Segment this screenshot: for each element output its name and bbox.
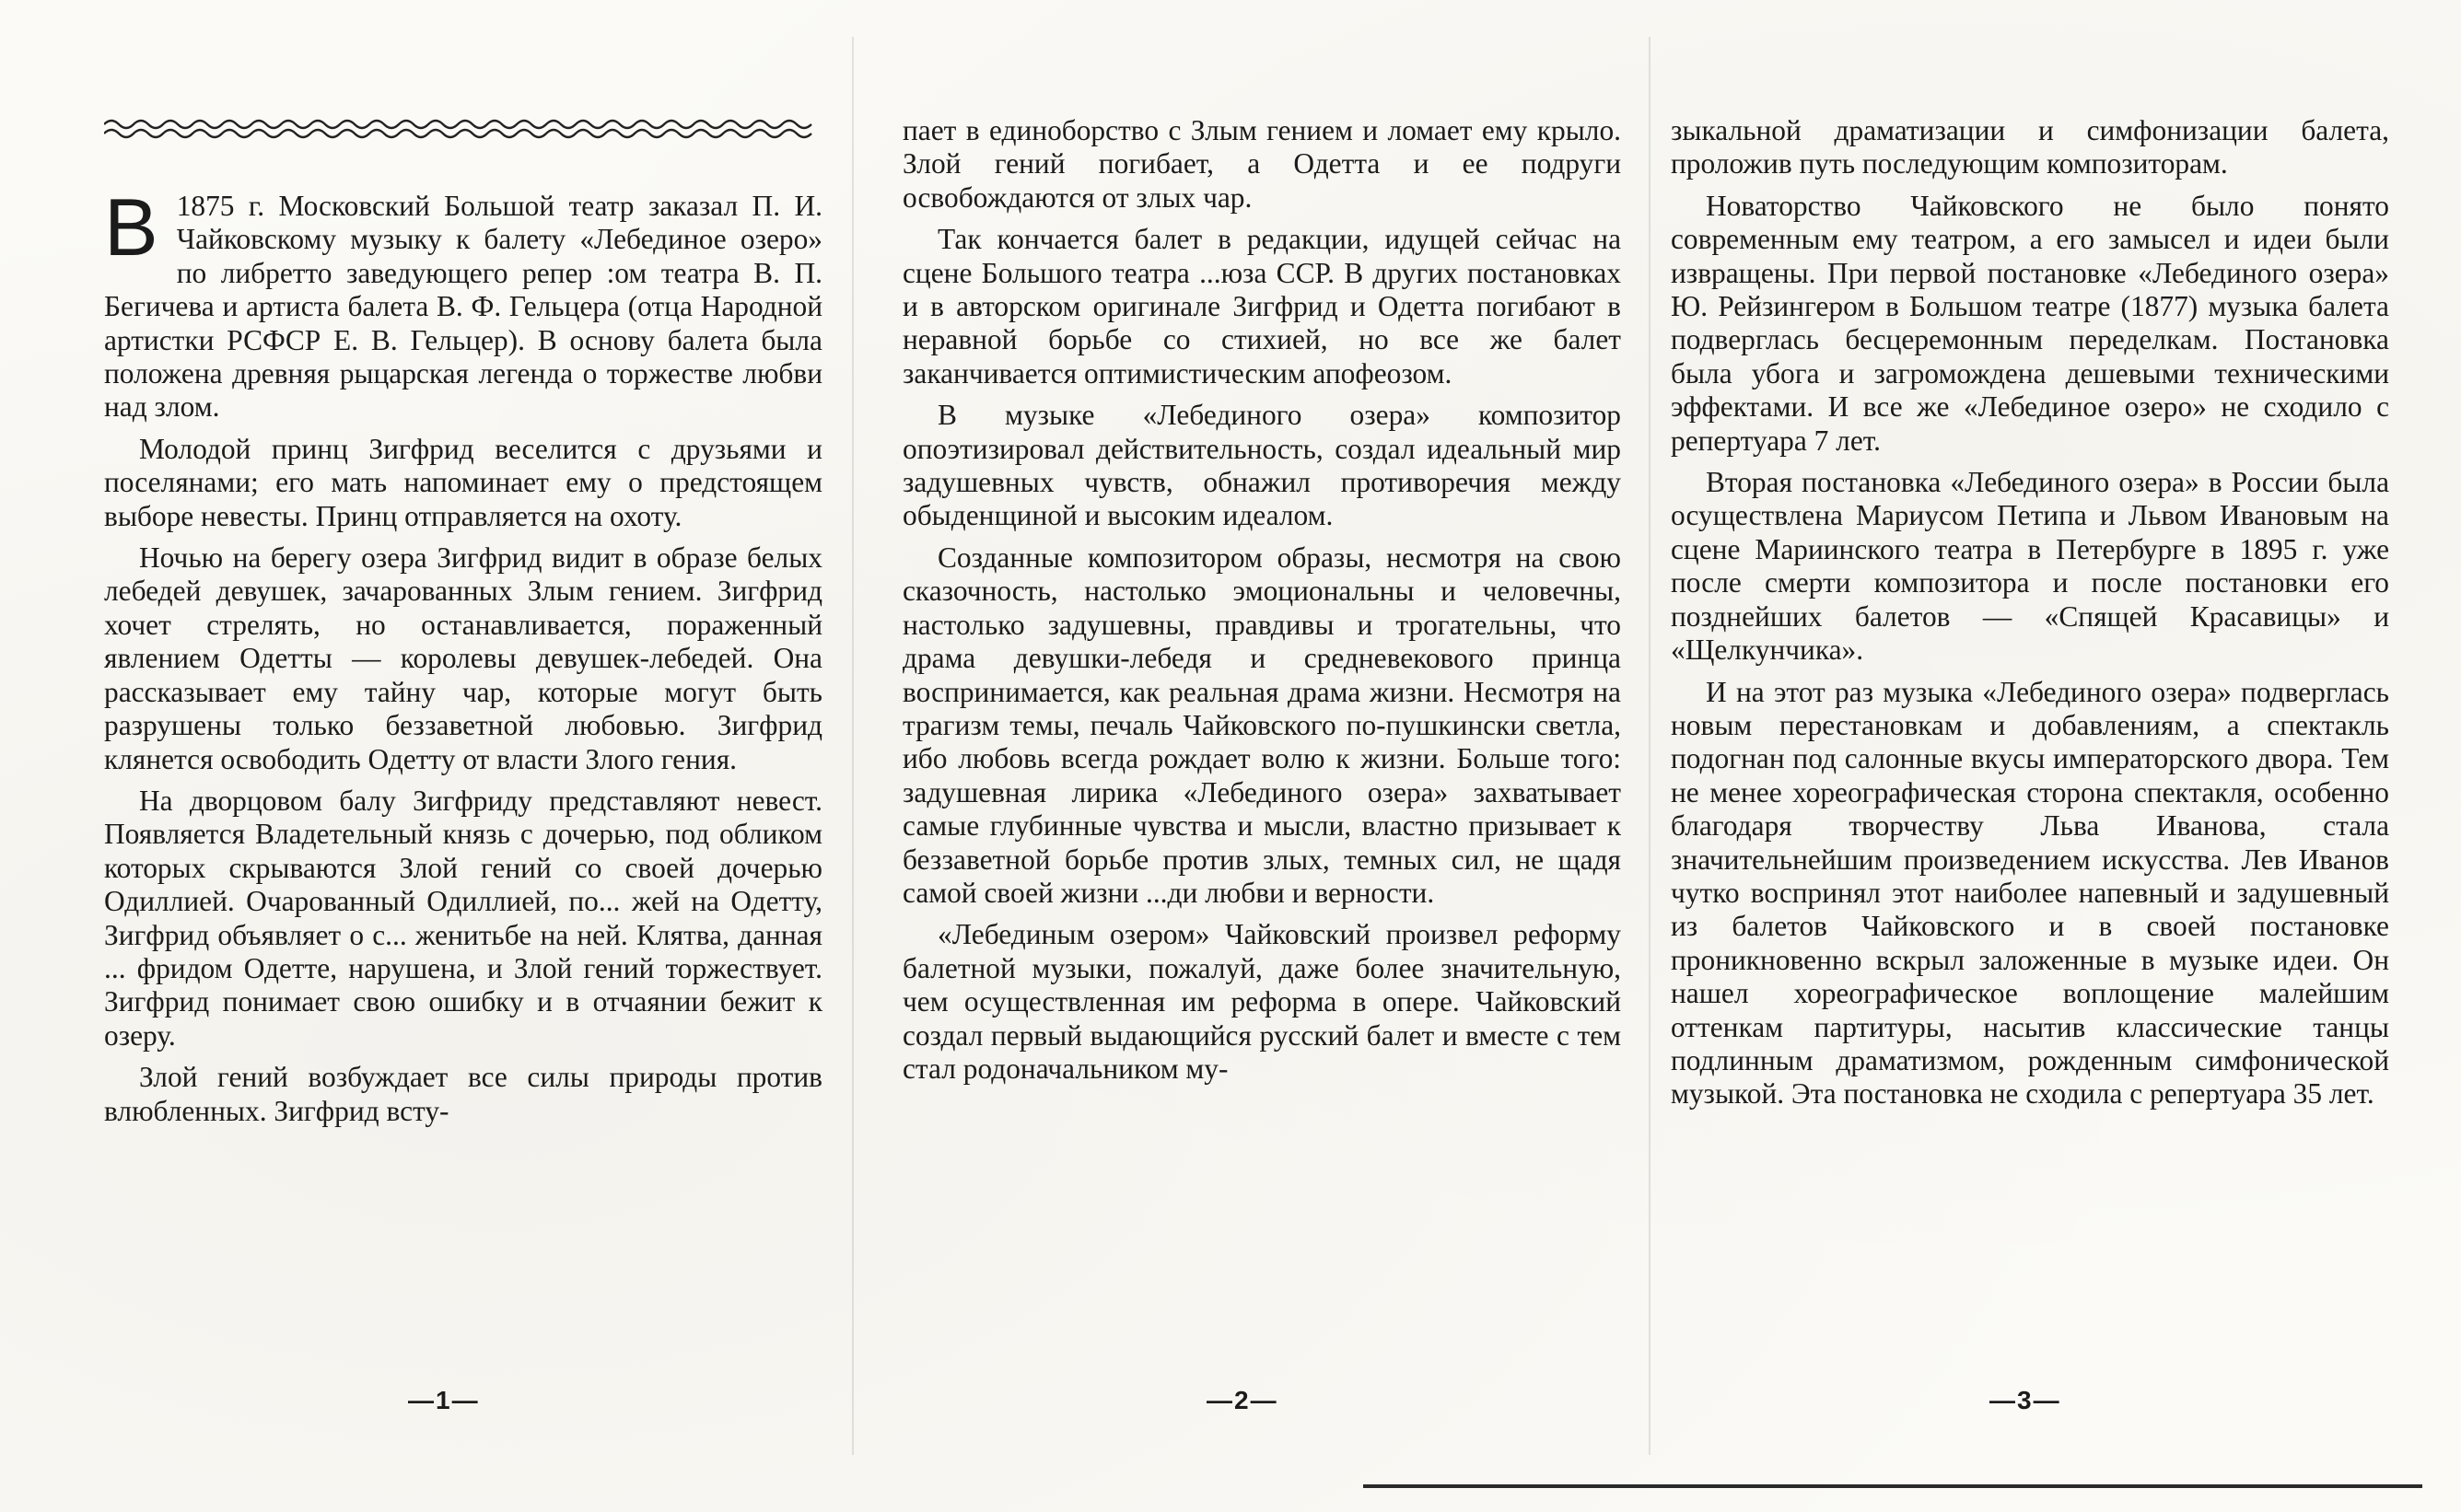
paragraph: Злой гений возбуждает все силы природы против влюбленных. Зигфрид всту- xyxy=(104,1061,822,1127)
fold-line xyxy=(1649,37,1650,1455)
page-number: —1— xyxy=(408,1386,480,1414)
wavy-rule-icon xyxy=(104,114,813,142)
paragraph: Созданные композитором образы, несмотря на свою сказочность, настолько эмоциональны и человечны, настолько задушевны, правдивы и трогательны, что драма девушки-лебедя и средневекового принца воспринимается, как реальная драма жизни. Несмотря на трагизм темы, печаль Чайковского по-пушкински светла, ибо любовь всегда рождает волю к жизни. Больше того: задушевная лирика «Лебединого озера» захватывает самые глубинные чувства и мысли, властно призывает к беззаветной борьбе против злых, темных сил, не щадя самой своей жизни ...ди любви и верности. xyxy=(903,541,1621,909)
wavy-rule-icon xyxy=(104,114,813,142)
paragraph: зыкальной драматизации и симфонизации балета, проложив путь последующим композиторам. xyxy=(1671,114,2389,180)
bottom-rule xyxy=(1363,1484,2422,1488)
paragraph: пает в единоборство с Злым гением и ломает ему крыло. Злой гений погибает, а Одетта и ее подруги освобождаются от злых чар. xyxy=(903,114,1621,214)
paragraph: Вторая постановка «Лебединого озера» в России была осуществлена Мариусом Петипа и Львом Ивановым на сцене Мариинского театра в Петербурге в 1895 г. уже после смерти композитора и после постановки его позднейших балетов — «Спящей Красавицы» и «Щелкунчика». xyxy=(1671,466,2389,667)
paragraph: На дворцовом балу Зигфриду представляют невест. Появляется Владетельный князь с дочерью, под обликом которых скрываются Злой гений со своей дочерью Одиллией. Очарованный Одиллией, по... жей на Одетту, Зигфрид объявляет о с... женитьбе на ней. Клятва, данная ... фридом Одетте, нарушена, и Злой гений торжествует. Зигфрид понимает свою ошибку и в отчаянии бежит к озеру. xyxy=(104,784,822,1052)
paragraph: Так кончается балет в редакции, идущей сейчас на сцене Большого театра ...юза ССР. В других постановках и в авторском оригинале Зигфрид и Одетта погибают в неравной борьбе со стихией, но все же балет заканчивается оптимистическим апофеозом. xyxy=(903,223,1621,390)
fold-line xyxy=(852,37,854,1455)
paragraph: Новаторство Чайковского не было понято современным ему театром, а его замысел и идеи были извращены. При первой постановке «Лебединого озера» Ю. Рейзингером в Большом театре (1877) музыка балета подверглась бесцеремонным переделкам. Постановка была убога и загромождена дешевыми техническими эффектами. И все же «Лебединое озеро» не сходило с репертуара 7 лет. xyxy=(1671,189,2389,457)
paragraph: Ночью на берегу озера Зигфрид видит в образе белых лебедей девушек, зачарованных Злым гением. Зигфрид хочет стрелять, но останавливается, пораженный явлением Одетты — королевы девушек-лебедей. Она рассказывает ему тайну чар, которые могут быть разрушены только беззаветной любовью. Зигфрид клянется освободить Одетту от власти Злого гения. xyxy=(104,541,822,775)
text-column-1 xyxy=(104,181,822,1136)
paragraph-text: 1875 г. Московский Большой театр заказал П. И. Чайковскому музыку к балету «Лебединое озеро» по либретто заведующего репер :ом театра В. П. Бегичева и артиста балета В. Ф. Гельцера (отца Народной артистки РСФСР Е. В. Гельцер). В основу балета была положена древняя рыцарская легенда о торжестве любви над злом. xyxy=(104,190,822,424)
paragraph: Молодой принц Зигфрид веселится с друзьями и поселянами; его мать напоминает ему о предстоящем выборе невесты. Принц отправляется на охоту. xyxy=(104,432,822,532)
text-column-2 xyxy=(903,114,1621,1094)
drop-cap: В xyxy=(104,181,158,273)
paragraph: И на этот раз музыка «Лебединого озера» подверглась новым перестановкам и добавлениям, а спектакль подогнан под салонные вкусы императорского двора. Тем не менее хореографическая сторона спектакля, особенно благодаря творчеству Льва Иванова, стала значительнейшим произведением искусства. Лев Иванов чутко воспринял этот наиболее напевный и задушевный из балетов Чайковского и в своей постановке проникновенно вскрыл заложенные в музыке идеи. Он нашел хореографическое воплощение малейшим оттенкам партитуры, насытив классические танцы подлинным драматизмом, рожденным симфонической музыкой. Эта постановка не сходила с репертуара 35 лет. xyxy=(1671,675,2389,1111)
paragraph: «Лебединым озером» Чайковский произвел реформу балетной музыки, пожалуй, даже более значительную, чем осуществленная им реформа в опере. Чайковский создал первый выдающийся русский балет и вместе с тем стал родоначальником му- xyxy=(903,918,1621,1085)
page-number: —2— xyxy=(1207,1386,1278,1414)
text-column-3 xyxy=(1671,114,2389,1120)
page-number: —3— xyxy=(1989,1386,2061,1414)
paragraph: В музыке «Лебединого озера» композитор опоэтизировал действительность, создал идеальный мир задушевных чувств, обнажил противоречия между обыденщиной и высоким идеалом. xyxy=(903,399,1621,532)
paragraph xyxy=(104,181,822,425)
